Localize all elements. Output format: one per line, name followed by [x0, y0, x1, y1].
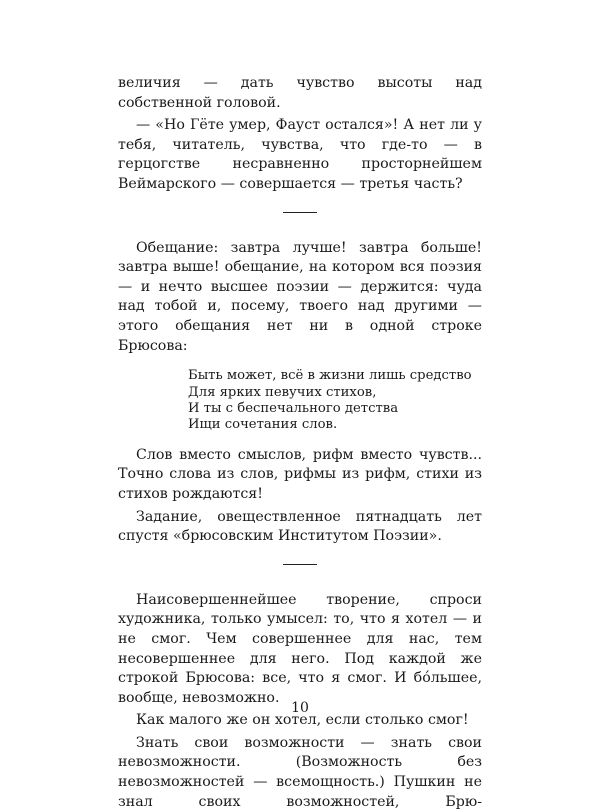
poem-line: Ищи сочетания слов.: [188, 417, 338, 433]
paragraph: Задание, овеществленное пятнадцать лет спустя «брюсовским Институтом Поэзии».: [118, 508, 482, 545]
paragraph: Знать свои возможности — знать свои невозможности. (Возможность без невозможностей — всемощность.) Пушкин не знал своих возможностей, Брю-: [118, 734, 482, 810]
paragraph: величия — дать чувство высоты над собственной головой.: [118, 75, 482, 111]
poem-line: И ты с беспечального детства: [188, 400, 399, 416]
paragraph: — «Но Гёте умер, Фауст остался»! А нет ли у тебя, читатель, чувства, что где-то — в герцогстве несравненно просторнейшем Веймарского — совершается — третья часть?: [118, 117, 482, 192]
section-divider: [283, 564, 317, 565]
paragraph: Как малого же он хотел, если столько смог!: [136, 712, 469, 729]
poem-quote: [188, 368, 482, 434]
paragraph: Наисовершеннейшее творение, спроси художника, только умысел: то, что я хотел — и не смог. Чем совершеннее для нас, тем несовершеннее для него. Под каждой же строкой Брюсова: все, что я смог. И бóльшее, вообще, невозможно.: [118, 591, 482, 706]
page-number: 10: [291, 700, 309, 716]
poem-line: Для ярких певучих стихов,: [188, 384, 377, 400]
paragraph: Обещание: завтра лучше! завтра больше! завтра выше! обещание, на котором вся поэзия — и нечто высшее поэзии — держится: чуда над тобой и, посему, твоего над другими — этого обещания нет ни в одной строке Брюсова:: [118, 239, 482, 354]
section-divider: [283, 212, 317, 213]
poem-line: Быть может, всё в жизни лишь средство: [188, 368, 472, 384]
paragraph: Слов вместо смыслов, рифм вместо чувств... Точно слова из слов, рифмы из рифм, стихи из стихов рождаются!: [118, 446, 482, 502]
